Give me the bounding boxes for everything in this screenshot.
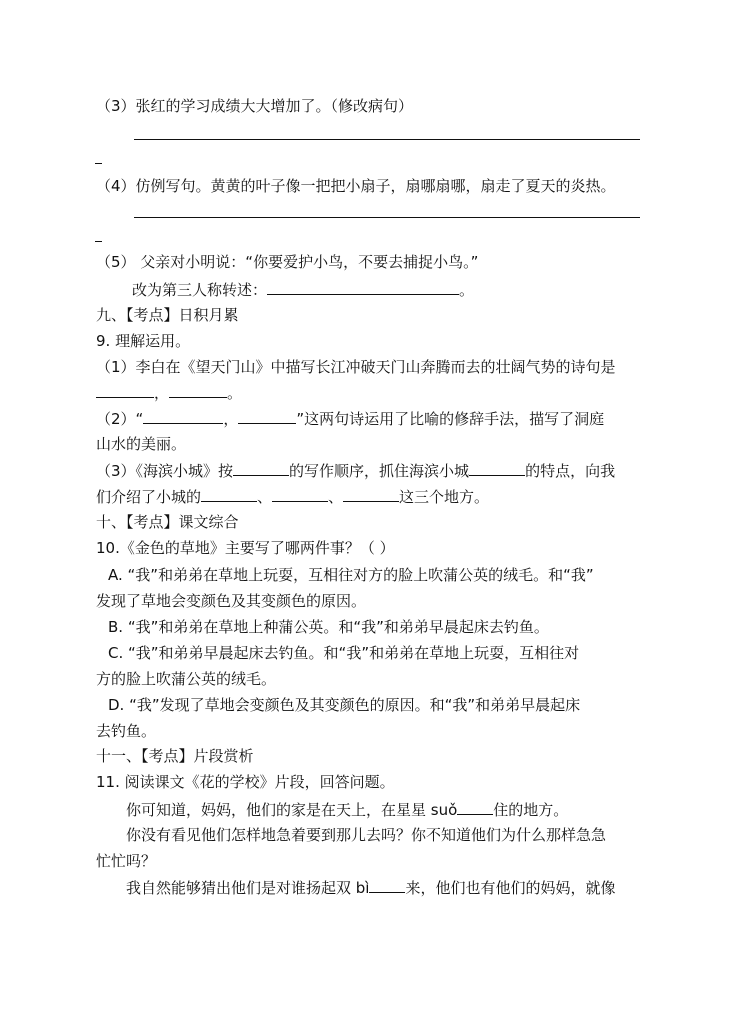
question-5: （5） 父亲对小明说：“你要爱护小鸟，不要去捕捉小鸟。”: [96, 253, 479, 271]
question-9-3: （3）《海滨小城》按 的写作顺序，抓住海滨小城 的特点，向我: [96, 462, 616, 480]
blank: [233, 460, 289, 476]
blank: [169, 382, 227, 398]
question-9-2: （2）“ ， ”这两句诗运用了比喻的修辞手法，描写了洞庭: [96, 410, 605, 428]
blank: [96, 382, 154, 398]
question-9-1-blanks: ， 。: [96, 382, 242, 403]
question-9-1: （1）李白在《望天门山》中描写长江冲破天门山奔腾而去的壮阔气势的诗句是: [96, 358, 616, 376]
blank: [469, 460, 525, 476]
question-10: 10.《金色的草地》主要写了哪两件事？（ ）: [96, 539, 395, 557]
option-c: C. “我”和弟弟早晨起床去钓鱼。和“我”和弟弟在草地上玩耍，互相往对: [108, 644, 580, 662]
passage-paragraph-2: 你没有看见他们怎样地急着要到那儿去吗？你不知道他们为什么那样急急: [126, 826, 607, 844]
blank: [267, 279, 459, 295]
blank: [343, 486, 399, 502]
answer-line: [134, 217, 640, 218]
question-5-rewrite: 改为第三人称转述： 。: [132, 281, 475, 299]
section-10-heading: 十、【考点】课文综合: [96, 513, 239, 531]
section-11-heading: 十一、【考点】片段赏析: [96, 747, 254, 765]
question-9-2-cont: 山水的美丽。: [96, 435, 187, 453]
option-d: D. “我”发现了草地会变颜色及其变颜色的原因。和“我”和弟弟早晨起床: [108, 696, 581, 714]
blank: [272, 486, 328, 502]
question-4: （4）仿例写句。黄黄的叶子像一把把小扇子，扇哪扇哪，扇走了夏天的炎热。: [96, 177, 616, 195]
blank: [369, 877, 405, 893]
blank: [238, 408, 296, 424]
option-d-cont: 去钓鱼。: [96, 722, 157, 740]
question-9-3-cont: 们介绍了小城的 、 、 这三个地方。: [96, 488, 490, 506]
option-a-cont: 发现了草地会变颜色及其变颜色的原因。: [96, 592, 367, 610]
question-9: 9. 理解运用。: [96, 332, 191, 350]
option-c-cont: 方的脸上吹蒲公英的绒毛。: [96, 670, 277, 688]
passage-paragraph-2-cont: 忙忙吗？: [96, 852, 157, 870]
question-3: （3）张红的学习成绩大大增加了。（修改病句）: [96, 97, 414, 115]
passage-paragraph-1: 你可知道，妈妈，他们的家是在天上，在星星 suǒ 住的地方。: [126, 801, 569, 819]
question-11: 11. 阅读课文《花的学校》片段，回答问题。: [96, 773, 395, 791]
option-a: A. “我”和弟弟在草地上玩耍，互相往对方的脸上吹蒲公英的绒毛。和“我”: [108, 566, 594, 584]
option-b: B. “我”和弟弟在草地上种蒲公英。和“我”和弟弟早晨起床去钓鱼。: [108, 618, 549, 636]
answer-line-stub: [95, 241, 102, 242]
blank: [201, 486, 257, 502]
answer-line-stub: [95, 163, 102, 164]
section-9-heading: 九、【考点】日积月累: [96, 306, 239, 324]
answer-line: [134, 139, 640, 140]
blank: [457, 799, 493, 815]
passage-paragraph-3: 我自然能够猜出他们是对谁扬起双 bì 来，他们也有他们的妈妈，就像: [126, 879, 616, 897]
blank: [143, 408, 223, 424]
